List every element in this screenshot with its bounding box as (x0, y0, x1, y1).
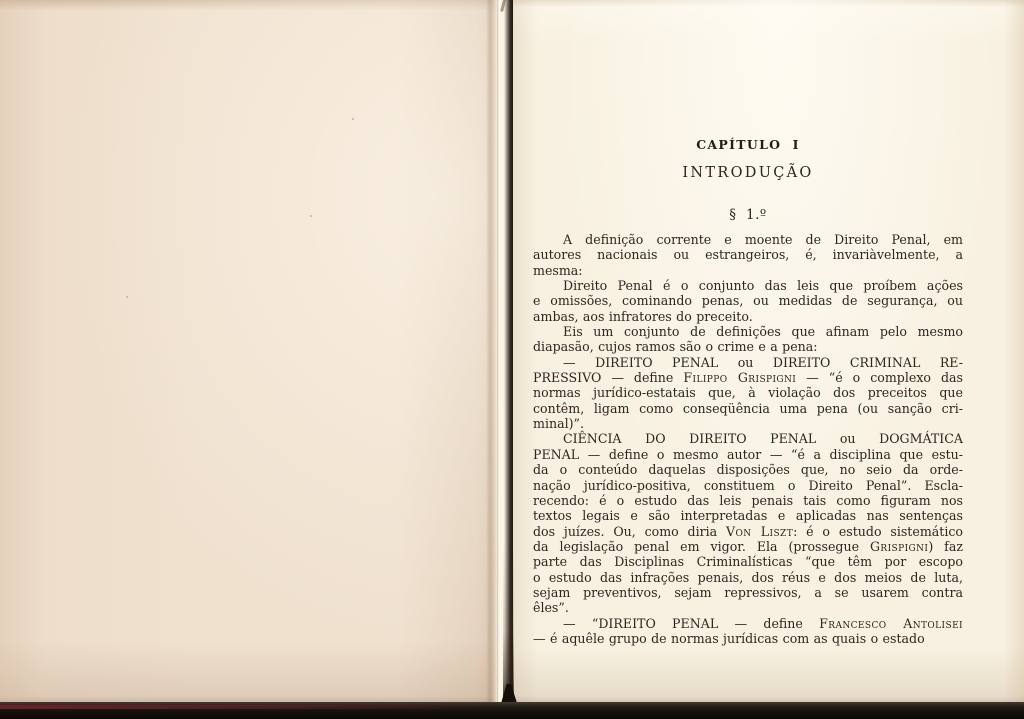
paper-speck (352, 118, 354, 120)
small-caps-name: Grispigni (869, 538, 929, 554)
body-line: textos legais e são interpretadas e aplicadas nas sentenças (533, 508, 963, 524)
body-line: Direito Penal é o conjunto das leis que proíbem ações (563, 278, 963, 294)
body-line: ambas, aos infratores do preceito. (533, 308, 753, 324)
body-line: autores nacionais ou estrangeiros, é, invariàvelmente, a (533, 247, 963, 263)
body-line: mesma: (533, 262, 583, 278)
book-cover-edge (0, 705, 500, 709)
paragraph (533, 431, 963, 615)
body-line: recendo: é o estudo das leis penais tais como figuram nos (533, 492, 963, 508)
body-line: CIÊNCIA DO DIREITO PENAL ou DOGMÁTICA (563, 431, 963, 447)
body-line: da o conteúdo daquelas disposições que, no seio da orde- (533, 462, 963, 478)
paragraph (533, 232, 963, 278)
paper-speck (310, 215, 312, 217)
chapter-title: INTRODUÇÃO (682, 165, 814, 181)
body-line: minal)”. (533, 416, 584, 432)
paper-speck (126, 296, 128, 298)
paragraph (533, 278, 963, 324)
body-line: dos juízes. Ou, como diria Von Liszt: é o estudo sistemático (533, 523, 963, 539)
body-line: da legislação penal em vigor. Ela (prossegue Grispigni) faz (533, 538, 963, 554)
body-line: o estudo das infrações penais, dos réus e dos meios de luta, (533, 569, 963, 585)
small-caps-name: Von Liszt (726, 523, 794, 539)
body-line: e omissões, cominando penas, ou medidas de segurança, ou (533, 293, 963, 309)
small-caps-name: Francesco Antolisei (819, 615, 963, 631)
body-line: nação jurídico-positiva, constituem o Direito Penal”. Escla- (533, 477, 963, 493)
body-line: — DIREITO PENAL ou DIREITO CRIMINAL RE- (563, 354, 963, 370)
chapter-label: CAPÍTULO I (696, 137, 800, 152)
body-line: sejam preventivos, sejam repressivos, a se usarem contra (533, 584, 963, 600)
page-text-block (533, 137, 963, 646)
body-line: PRESSIVO — define Filippo Grispigni — “é o complexo das (533, 370, 964, 386)
body-line: diapasão, cujos ramos são o crime e a pena: (533, 339, 818, 355)
section-label: § 1.º (729, 207, 767, 223)
paragraph (533, 355, 963, 432)
body-line: normas jurídico-estatais que, à violação dos preceitos que (533, 385, 963, 401)
body-text (533, 232, 963, 646)
body-line: A definição corrente e moente de Direito Penal, em (563, 232, 963, 247)
body-line: parte das Disciplinas Criminalísticas “que têm por escopo (533, 554, 963, 570)
paragraph (533, 616, 963, 647)
body-line: contêm, ligam como conseqüência uma pena (ou sanção cri- (533, 400, 963, 416)
crease-bottom-shadow (503, 545, 514, 703)
paragraph (533, 324, 963, 355)
small-caps-name: Filippo Grispigni (683, 370, 797, 386)
body-line: PENAL — define o mesmo autor — “é a disciplina que estu- (533, 446, 963, 462)
left-page-blank (0, 0, 497, 703)
body-line: Eis um conjunto de definições que afinam pelo mesmo (563, 324, 963, 340)
body-line: — é aquêle grupo de normas jurídicas com as quais o estado (533, 630, 925, 646)
body-line: êles”. (533, 600, 569, 616)
body-line: — “DIREITO PENAL — define Francesco Antolisei (563, 615, 963, 631)
